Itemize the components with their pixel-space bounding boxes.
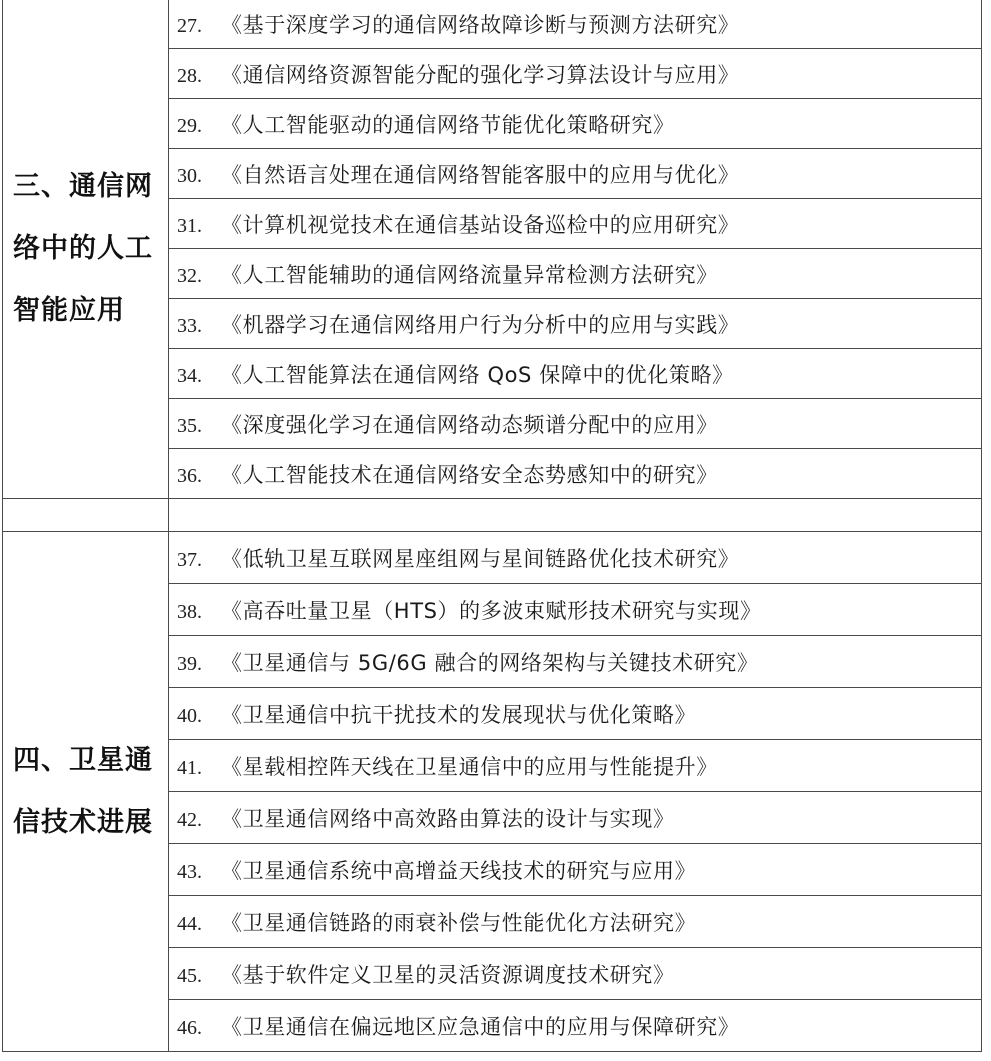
topic-title: 《卫星通信在偏远地区应急通信中的应用与保障研究》: [221, 1014, 740, 1039]
category-label: 三、通信网络中的人工智能应用: [13, 170, 153, 326]
topic-cell: [169, 299, 982, 349]
spacer-row: [3, 499, 982, 532]
topic-title: 《通信网络资源智能分配的强化学习算法设计与应用》: [221, 62, 740, 87]
topic-title: 《计算机视觉技术在通信基站设备巡检中的应用研究》: [221, 212, 740, 237]
topic-cell: [169, 0, 982, 49]
topic-cell: [169, 792, 982, 844]
table-row: [3, 0, 982, 49]
topic-cell: [169, 349, 982, 399]
topic-title: 《卫星通信网络中高效路由算法的设计与实现》: [221, 806, 675, 831]
topic-title: 《星载相控阵天线在卫星通信中的应用与性能提升》: [221, 754, 718, 779]
topic-cell: [169, 844, 982, 896]
topic-title: 《基于软件定义卫星的灵活资源调度技术研究》: [221, 962, 675, 987]
topic-title: 《机器学习在通信网络用户行为分析中的应用与实践》: [221, 312, 740, 337]
empty-cell: [169, 499, 982, 532]
topic-cell: [169, 49, 982, 99]
topic-title: 《卫星通信系统中高增益天线技术的研究与应用》: [221, 858, 697, 883]
topic-title: 《卫星通信与 5G/6G 融合的网络架构与关键技术研究》: [221, 650, 759, 675]
topic-cell: [169, 249, 982, 299]
topic-number: 38.: [177, 600, 202, 623]
topic-title: 《深度强化学习在通信网络动态频谱分配中的应用》: [221, 412, 718, 437]
topic-number: 31.: [177, 214, 202, 237]
topic-number: 36.: [177, 464, 202, 487]
topic-number: 28.: [177, 64, 202, 87]
topic-cell: [169, 948, 982, 1000]
empty-cell: [3, 499, 169, 532]
topic-cell: [169, 99, 982, 149]
topic-number: 32.: [177, 264, 202, 287]
topic-number: 33.: [177, 314, 202, 337]
topic-number: 46.: [177, 1016, 202, 1039]
topic-number: 39.: [177, 652, 202, 675]
topic-cell: [169, 740, 982, 792]
topic-title: 《人工智能技术在通信网络安全态势感知中的研究》: [221, 462, 718, 487]
topic-title: 《人工智能算法在通信网络 QoS 保障中的优化策略》: [221, 362, 734, 387]
topic-cell: [169, 449, 982, 499]
topic-cell: [169, 896, 982, 948]
category-cell-ai: [3, 0, 169, 499]
topic-cell: [169, 1000, 982, 1052]
topic-cell: [169, 199, 982, 249]
topic-cell: [169, 399, 982, 449]
topic-number: 35.: [177, 414, 202, 437]
topics-table: [2, 0, 982, 1052]
category-cell-satellite: [3, 532, 169, 1052]
topic-number: 29.: [177, 114, 202, 137]
topic-number: 45.: [177, 964, 202, 987]
topic-number: 27.: [177, 14, 202, 37]
topic-cell: [169, 688, 982, 740]
topic-title: 《人工智能辅助的通信网络流量异常检测方法研究》: [221, 262, 718, 287]
topic-cell: [169, 636, 982, 688]
topic-number: 30.: [177, 164, 202, 187]
topic-title: 《高吞吐量卫星（HTS）的多波束赋形技术研究与实现》: [221, 598, 762, 623]
topic-number: 43.: [177, 860, 202, 883]
topic-cell: [169, 149, 982, 199]
table-body: [3, 0, 982, 1052]
topic-cell: [169, 532, 982, 584]
topic-number: 40.: [177, 704, 202, 727]
topic-title: 《低轨卫星互联网星座组网与星间链路优化技术研究》: [221, 546, 740, 571]
topic-title: 《自然语言处理在通信网络智能客服中的应用与优化》: [221, 162, 740, 187]
topic-number: 34.: [177, 364, 202, 387]
topic-number: 44.: [177, 912, 202, 935]
topic-title: 《卫星通信链路的雨衰补偿与性能优化方法研究》: [221, 910, 697, 935]
table-row: [3, 532, 982, 584]
topic-title: 《卫星通信中抗干扰技术的发展现状与优化策略》: [221, 702, 697, 727]
category-label: 四、卫星通信技术进展: [13, 744, 153, 838]
topic-cell: [169, 584, 982, 636]
topic-title: 《人工智能驱动的通信网络节能优化策略研究》: [221, 112, 675, 137]
topic-number: 41.: [177, 756, 202, 779]
topic-number: 37.: [177, 548, 202, 571]
topic-number: 42.: [177, 808, 202, 831]
topic-title: 《基于深度学习的通信网络故障诊断与预测方法研究》: [221, 12, 740, 37]
